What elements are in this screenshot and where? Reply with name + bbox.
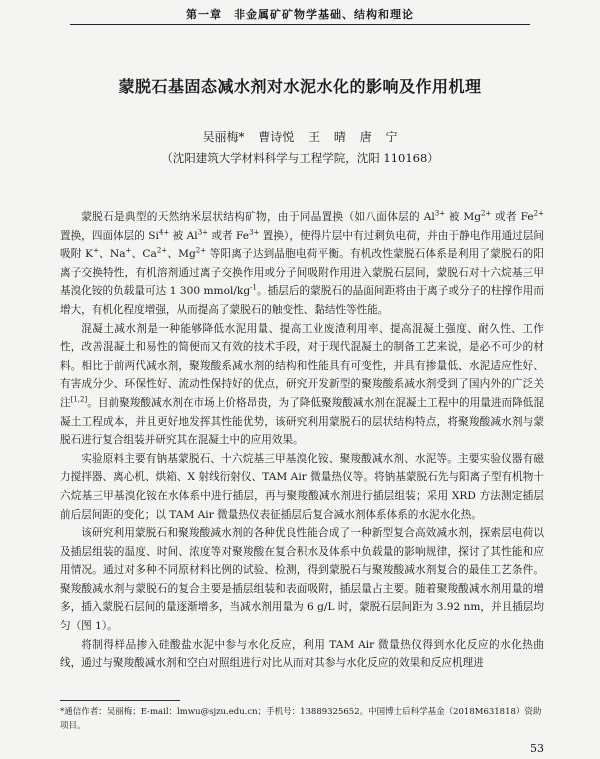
paper-title: 蒙脱石基固态减水剂对水泥水化的影响及作用机理 <box>118 77 482 96</box>
page-number: 53 <box>530 742 544 755</box>
paragraph-2: 混凝土减水剂是一种能够降低水泥用量、提高工业废渣利用率、提高混凝土强度、耐久性、工作性，改善混凝土和易性的简便而又有效的技术手段，对于现代混凝土的制备工艺来说，是必不可少的材料。相比于前两代减水剂，聚羧酸系减水剂的结构和性能具有可变性，并具有掺量低、水泥适应性好、有害成分少、环保性好、流动性保持好的优点，研究开发新型的聚羧酸系减水剂受到了国内外的广泛关注[1,2]。目前聚羧酸减水剂在市场上价格昂贵，为了降低聚羧酸减水剂在混凝土工程中的用量进而降低混凝土工程成本，并且更好地发挥其性能优势，该研究利用蒙脱石的层状结构特点，将聚羧酸减水剂与蒙脱石进行复合组装并研究其在混凝土中的应用效果。 <box>60 322 544 447</box>
footnote-rule <box>60 700 180 701</box>
header-rule <box>70 24 530 25</box>
paragraph-1: 蒙脱石是典型的天然纳米层状结构矿物，由于同晶置换（如八面体层的 $Al^{3+}$ 被 $Mg^{2+}$ 或者 $Fe^{2+}$ 置换，四面体层的 $Si^{4+}$ 被 $Al^{3+}$ 或者 $Fe^{3+}$ 置换），使得片层中有过剩负电荷，并由于静电作用通过层间吸附 K+、Na+、$Ca^{2+}$、$Mg^{2+}$ 等阳离子达到晶胞电荷平衡。有机改性蒙脱石体系是利用了蒙脱石的阳离子交换特性，有机溶剂通过离子交换作用或分子间吸附作用进入蒙脱石层间，蒙脱石对十六烷基三甲基溴化铵的负载量可达 1 300 mmol/$kg^{-1}$。插层后的蒙脱石的晶面间距将由于离子或分子的柱撑作用而增大，有机化程度增强，从而提高了蒙脱石的触变性、黏结性等性能。 <box>60 209 545 316</box>
running-head: 第一章 非金属矿矿物学基础、结构和理论 <box>186 8 414 21</box>
author-list: 吴丽梅* 曹诗悦 王 晴 唐 宁 <box>202 130 398 144</box>
citation-ref[interactable]: [1,2] <box>70 395 88 404</box>
author-affiliation: （沈阳建筑大学材料科学与工程学院，沈阳 110168） <box>161 151 439 165</box>
paragraph-4: 该研究利用蒙脱石和聚羧酸减水剂的各种优良性能合成了一种新型复合高效减水剂，探索层电荷以及插层组装的温度、时间、浓度等对聚羧酸在复合积水及体系中负载量的影响规律，探讨了其性能和应用情况。通过对多种不同原材料比例的试验、检测，得到蒙脱石与聚羧酸减水剂复合的最佳工艺条件。聚羧酸减水剂与蒙脱石的复合主要是插层组装和表面吸附，插层量占主要。随着聚羧酸减水剂用量的增多，插入蒙脱石层间的量逐渐增多，当减水剂用量为 6 g/L 时，蒙脱石层间距为 3.92 nm，并且插层均匀（图 1）。 <box>60 527 544 633</box>
paragraph-5: 将制得样品掺入硅酸盐水泥中参与水化反应，利用 TAM Air 微量热仪得到水化反应的水化热曲线，通过与聚羧酸减水剂和空白对照组进行对比从而对其参与水化反应的效果和反应机理进 <box>60 638 544 670</box>
paragraph-3: 实验原料主要有钠基蒙脱石、十六烷基三甲基溴化铵、聚羧酸减水剂、水泥等。主要实验仪器有磁力搅拌器、离心机、烘箱、X 射线衍射仪、TAM Air 微量热仪等。将钠基蒙脱石先与阳离子型有机物十六烷基三甲基溴化铵在水体系中进行插层，再与聚羧酸减水剂进行插层组装；采用 XRD 方法测定插层前后层间距的变化；以 TAM Air 微量热仪表征插层后复合减水剂体系体系的水泥水化热。 <box>60 452 544 521</box>
body-text <box>60 208 544 673</box>
footnote: *通信作者：吴丽梅；E-mail：lmwu@sjzu.edu.cn；手机号：13889325652。中国博士后科学基金（2018M631818）资助项目。 <box>60 707 542 731</box>
